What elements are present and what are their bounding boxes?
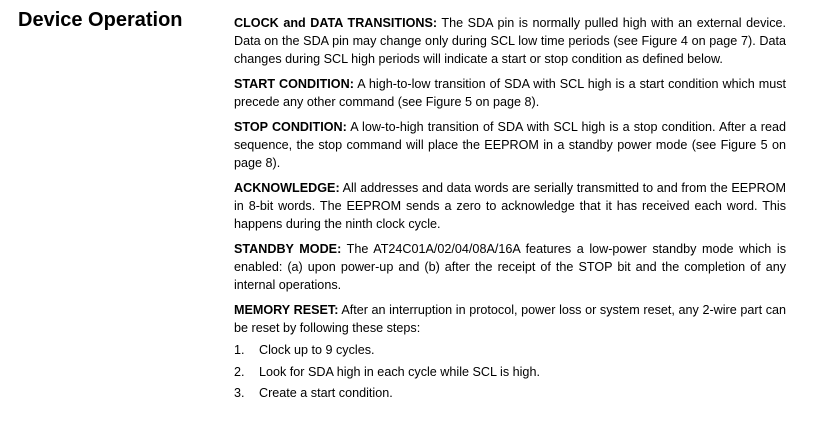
paragraph-stop-condition [234, 118, 786, 172]
list-item [234, 384, 786, 406]
paragraph-text: The SDA pin is normally pulled high with an external device. Data on the SDA pin may change only during SCL low time periods (see Figure 4 on page 7). Data changes during SCL high periods will indicate a start or stop condition as defined below. [234, 16, 786, 66]
paragraph-heading: STOP CONDITION: [234, 120, 347, 134]
paragraph-heading: ACKNOWLEDGE: [234, 181, 340, 195]
paragraph-acknowledge [234, 179, 786, 233]
section-content [234, 14, 786, 406]
list-item [234, 363, 786, 385]
paragraph-text: The AT24C01A/02/04/08A/16A features a low-power standby mode which is enabled: (a) upon power-up and (b) after the receipt of the STOP bit and the completion of any internal operations. [234, 242, 786, 292]
list-item [234, 341, 786, 363]
paragraph-text: A high-to-low transition of SDA with SCL high is a start condition which must precede any other command (see Figure 5 on page 8). [234, 77, 786, 109]
step-text: Look for SDA high in each cycle while SCL is high. [259, 364, 540, 379]
paragraph-start-condition [234, 75, 786, 111]
step-text: Clock up to 9 cycles. [259, 343, 375, 357]
paragraph-heading: MEMORY RESET: [234, 303, 339, 317]
paragraph-standby-mode [234, 240, 786, 294]
paragraph-text: All addresses and data words are serially transmitted to and from the EEPROM in 8-bit words. The EEPROM sends a zero to acknowledge that it has received each word. This happens during the ninth clock cycle. [234, 181, 786, 231]
step-number: 3. [234, 386, 245, 400]
step-number: 1. [234, 343, 245, 357]
paragraph-heading: CLOCK and DATA TRANSITIONS: [234, 16, 438, 30]
reset-steps-list [234, 341, 786, 406]
paragraph-clock-data-transitions [234, 14, 786, 68]
step-text: Create a start condition. [259, 386, 393, 400]
step-number: 2. [234, 364, 245, 379]
paragraph-heading: STANDBY MODE: [234, 242, 342, 256]
paragraph-heading: START CONDITION: [234, 77, 354, 91]
paragraph-text: A low-to-high transition of SDA with SCL high is a stop condition. After a read sequence, the stop command will place the EEPROM in a standby power mode (see Figure 5 on page 8). [234, 120, 786, 170]
section-title: Device Operation [18, 9, 183, 31]
paragraph-memory-reset [234, 301, 786, 337]
paragraph-text: After an interruption in protocol, power loss or system reset, any 2-wire part can be reset by following these steps: [234, 303, 787, 335]
